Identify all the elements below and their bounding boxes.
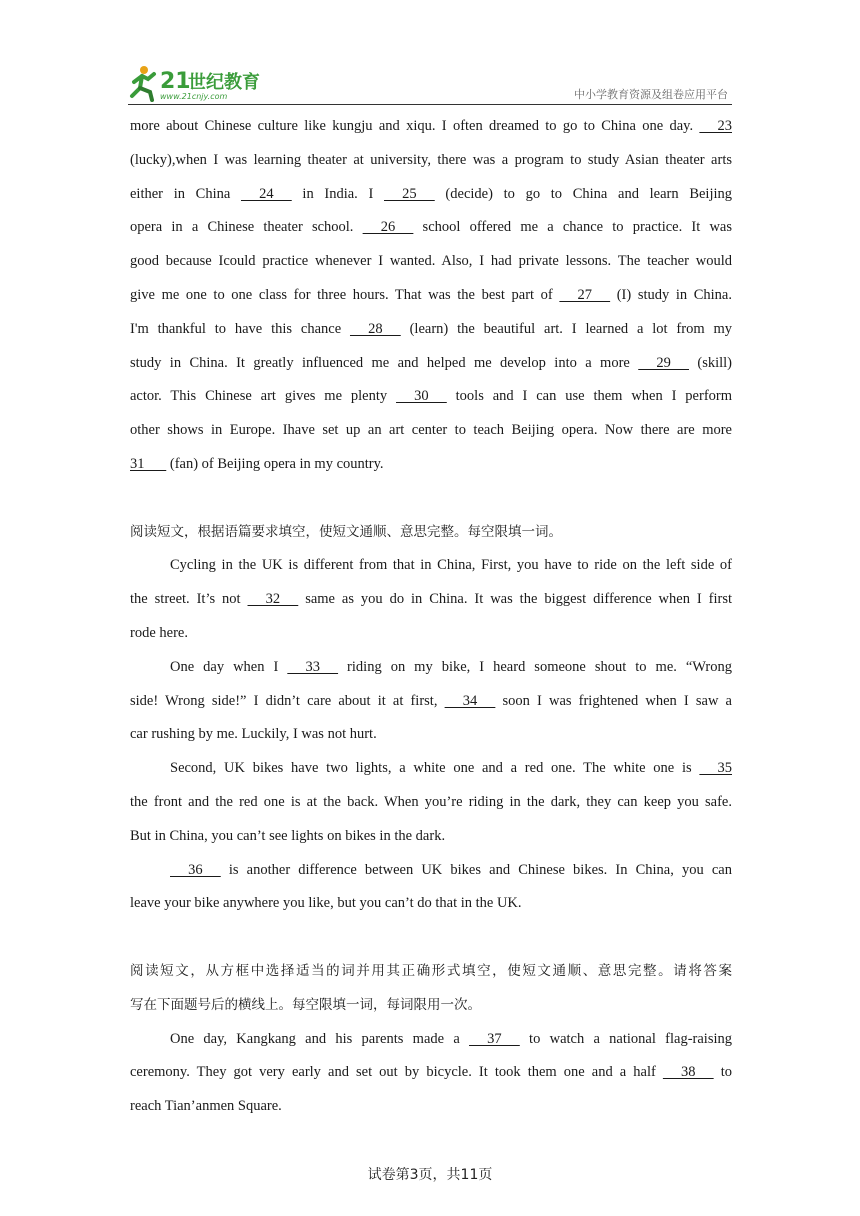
svg-text:www.21cnjy.com: www.21cnjy.com <box>160 92 228 101</box>
text-line <box>130 685 732 719</box>
text-segment: study in China. It greatly influenced me and helped me develop into a more <box>130 354 639 371</box>
text-segment: to watch a national flag-raising <box>519 1030 732 1047</box>
answer-blank[interactable]: 38 <box>662 1064 714 1081</box>
answer-blank[interactable]: 35 <box>699 760 732 777</box>
text-line <box>130 617 732 651</box>
answer-blank[interactable]: 26 <box>362 219 414 236</box>
text-segment: is another difference between UK bikes and Chinese bikes. In China, you can <box>220 861 732 878</box>
text-segment: One day, Kangkang and his parents made a <box>170 1030 470 1047</box>
text-line <box>130 279 732 313</box>
instruction-2: 阅读短文，根据语篇要求填空，使短文通顺、意思完整。每空限填一词。 <box>130 523 562 540</box>
text-line <box>130 1056 732 1090</box>
text-line <box>130 651 732 685</box>
text-segment: (lucky),when I was learning theater at university, there was a program to study Asian theater arts <box>130 151 732 168</box>
text-line <box>130 854 732 888</box>
text-segment: reach Tian’anmen Square. <box>130 1098 282 1115</box>
site-logo <box>128 62 288 102</box>
text-line <box>130 448 732 482</box>
svg-text:世纪教育: 世纪教育 <box>188 72 260 93</box>
text-segment: other shows in Europe. Ihave set up an art center to teach Beijing opera. Now there are more <box>130 422 732 439</box>
text-segment: Cycling in the UK is different from that in China, First, you have to ride on the left side of <box>170 557 732 574</box>
text-segment: ceremony. They got very early and set out by bicycle. It took them one and a half <box>130 1064 663 1081</box>
instruction-3-line-1: 阅读短文，从方框中选择适当的词并用其正确形式填空，使短文通顺、意思完整。请将答案 <box>130 962 732 979</box>
answer-blank[interactable]: 33 <box>287 658 339 675</box>
answer-blank[interactable]: 28 <box>349 320 401 337</box>
text-line <box>130 347 732 381</box>
text-segment: the street. It’s not <box>130 591 248 608</box>
text-line <box>130 1023 732 1057</box>
text-segment: same as you do in China. It was the biggest difference when I first <box>298 591 733 608</box>
text-line <box>130 752 732 786</box>
text-segment: (I) study in China. <box>610 286 732 303</box>
answer-blank[interactable]: 36 <box>170 861 221 878</box>
text-segment: opera in a Chinese theater school. <box>130 219 363 236</box>
text-line <box>130 414 732 448</box>
text-line <box>130 313 732 347</box>
text-segment: Second, UK bikes have two lights, a white one and a red one. The white one is <box>170 760 700 777</box>
platform-label: 中小学教育资源及组卷应用平台 <box>574 88 728 101</box>
text-segment: car rushing by me. Luckily, I was not hurt. <box>130 726 377 743</box>
passage-2 <box>130 549 732 921</box>
text-segment: (decide) to go to China and learn Beijing <box>434 185 733 202</box>
text-segment: (fan) of Beijing opera in my country. <box>166 455 384 472</box>
text-segment: the front and the red one is at the back. When you’re riding in the dark, they can keep you safe. <box>130 793 732 810</box>
document-body <box>130 110 732 1124</box>
text-segment: actor. This Chinese art gives me plenty <box>130 388 397 405</box>
passage-3 <box>130 1023 732 1124</box>
text-line <box>130 583 732 617</box>
text-line <box>130 820 732 854</box>
text-segment: (skill) <box>688 354 732 371</box>
answer-blank[interactable]: 32 <box>247 591 299 608</box>
text-line <box>130 245 732 279</box>
text-line <box>130 110 732 144</box>
text-segment: either in China <box>130 185 241 202</box>
answer-blank[interactable]: 23 <box>699 118 732 134</box>
text-segment: (learn) the beautiful art. I learned a lot from my <box>400 320 732 337</box>
text-segment: But in China, you can’t see lights on bikes in the dark. <box>130 827 446 844</box>
text-segment: One day when I <box>170 658 288 675</box>
text-segment: school offered me a chance to practice. It was <box>413 219 732 236</box>
text-segment: leave your bike anywhere you like, but you can’t do that in the UK. <box>130 895 522 912</box>
text-segment: I'm thankful to have this chance <box>130 320 350 337</box>
text-line <box>130 786 732 820</box>
answer-blank[interactable]: 34 <box>444 692 496 709</box>
text-segment: soon I was frightened when I saw a <box>495 692 732 709</box>
text-line <box>130 887 732 921</box>
page-footer: 试卷第3页，共11页 <box>367 1167 493 1183</box>
answer-blank[interactable]: 29 <box>638 354 689 371</box>
answer-blank[interactable]: 24 <box>240 185 292 202</box>
text-segment: to <box>713 1064 732 1081</box>
answer-blank[interactable]: 30 <box>396 388 447 405</box>
answer-blank[interactable]: 27 <box>559 286 611 303</box>
text-line <box>130 1090 732 1124</box>
text-segment: riding on my bike, I heard someone shout to me. “Wrong <box>338 658 732 675</box>
text-segment: good because Icould practice whenever I wanted. Also, I had private lessons. The teacher would <box>130 253 732 270</box>
text-line <box>130 549 732 583</box>
instruction-3-line-2: 写在下面题号后的横线上。每空限填一词，每词限用一次。 <box>130 996 481 1013</box>
runner-icon <box>132 66 154 100</box>
text-segment: in India. I <box>291 185 384 202</box>
text-segment: side! Wrong side!” I didn’t care about it at first, <box>130 692 445 709</box>
passage-1 <box>130 110 732 482</box>
page-header <box>128 62 732 105</box>
text-segment: rode here. <box>130 624 188 641</box>
text-line <box>130 718 732 752</box>
svg-text:21: 21 <box>160 69 191 94</box>
answer-blank[interactable]: 37 <box>469 1030 520 1047</box>
answer-blank[interactable]: 25 <box>384 185 435 202</box>
text-segment: more about Chinese culture like kungju and xiqu. I often dreamed to go to China one day. <box>130 118 700 134</box>
text-line <box>130 380 732 414</box>
text-line <box>130 178 732 212</box>
text-segment: give me one to one class for three hours. That was the best part of <box>130 286 560 303</box>
text-segment: tools and I can use them when I perform <box>446 388 732 405</box>
text-line <box>130 211 732 245</box>
text-line <box>130 144 732 178</box>
answer-blank[interactable]: 31 <box>130 455 167 472</box>
